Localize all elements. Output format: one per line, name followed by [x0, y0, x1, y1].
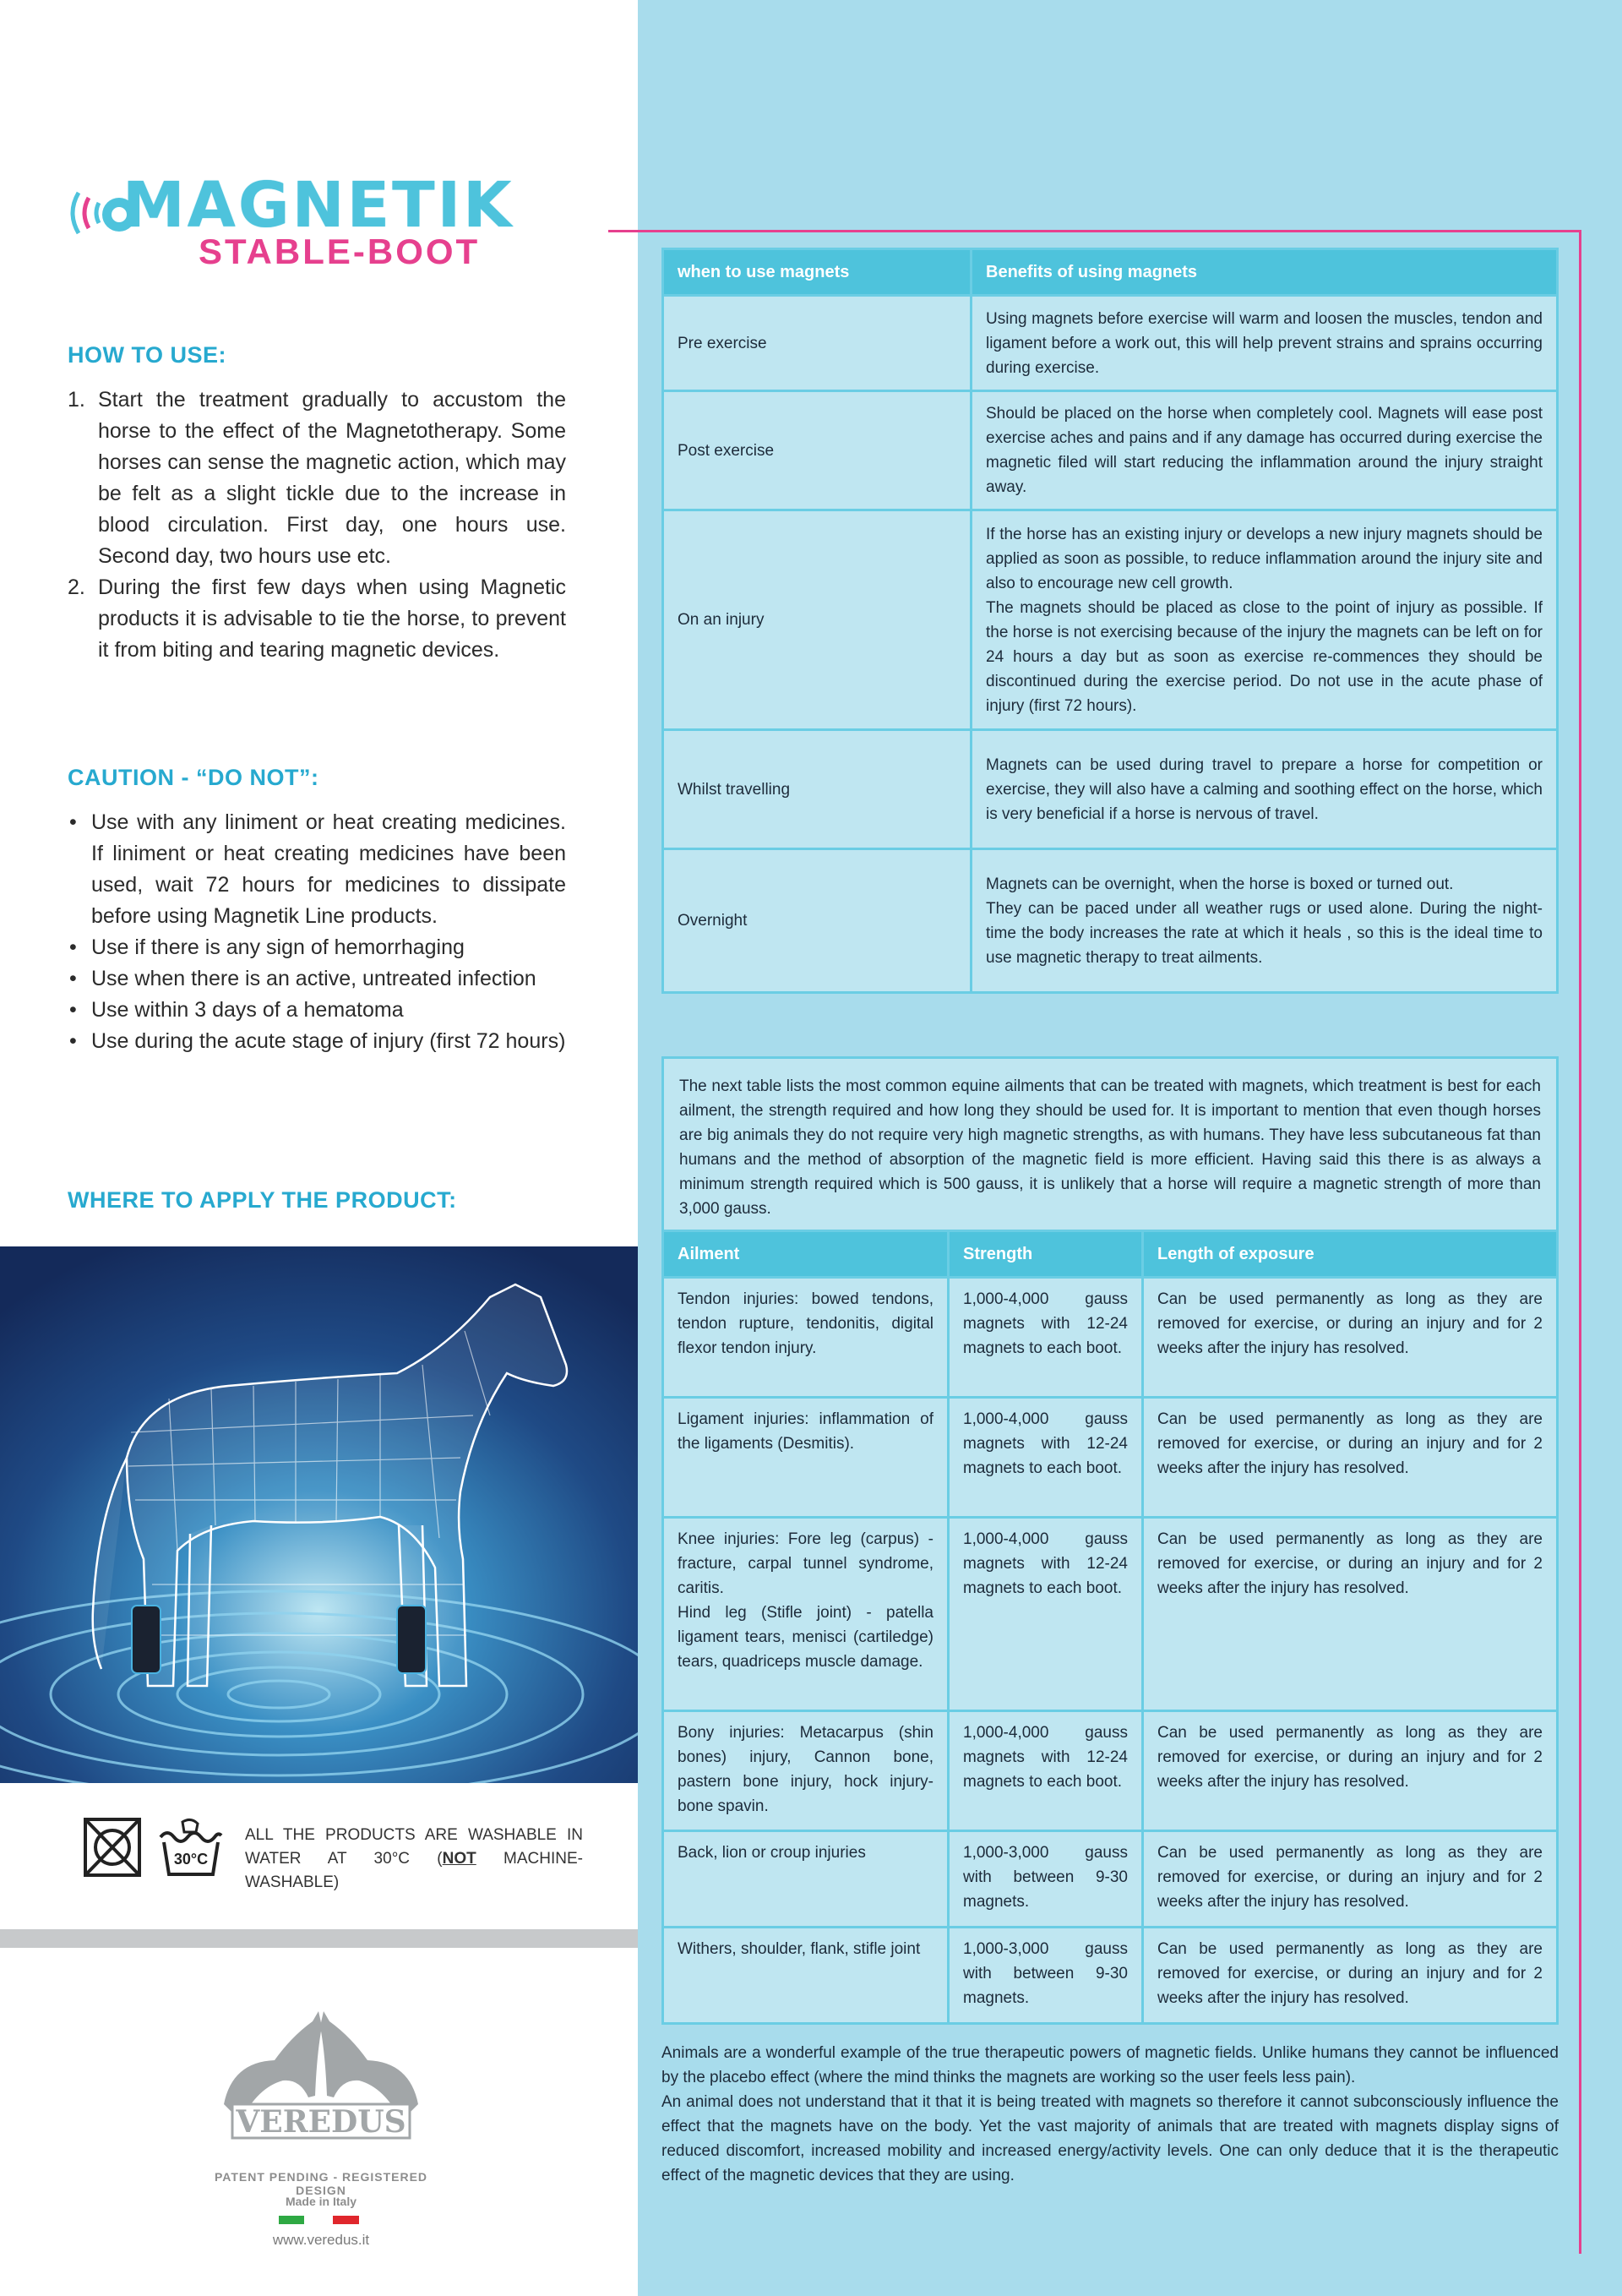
- column-header: Ailment: [663, 1231, 949, 1278]
- cell-paragraph: Magnets can be overnight, when the horse is boxed or turned out.: [986, 875, 1454, 893]
- table-header-row: [663, 249, 1558, 296]
- list-number: 2.: [68, 575, 85, 599]
- table-cell: Can be used permanently as long as they are removed for exercise, or during an injury and for 2 weeks after the injury has resolved.: [1143, 1928, 1558, 2024]
- table-cell: Can be used permanently as long as they are removed for exercise, or during an injury and for 2 weeks after the injury has resolved.: [1143, 1278, 1558, 1398]
- column-header: Benefits of using magnets: [972, 249, 1558, 296]
- list-number: 1.: [68, 388, 85, 412]
- table-cell: Ligament injuries: inflammation of the ligaments (Desmitis).: [663, 1398, 949, 1518]
- table-cell: 1,000-3,000 gauss with between 9-30 magnets.: [949, 1831, 1143, 1928]
- pink-rule-horizontal: [608, 230, 1581, 232]
- table-cell: Withers, shoulder, flank, stifle joint: [663, 1928, 949, 2024]
- patent-note: PATENT PENDING - REGISTERED DESIGN: [214, 2170, 428, 2197]
- hand-wash-30c-icon: [157, 1817, 225, 1878]
- cell-paragraph: Hind leg (Stifle joint) - patella ligament tears, menisci (cartiledge) tears, quadriceps muscle damage.: [678, 1604, 933, 1671]
- table-cell: Bony injuries: Metacarpus (shin bones) injury, Cannon bone, pastern bone injury, hock injury-bone spavin.: [663, 1711, 949, 1831]
- table-row: [663, 391, 1558, 510]
- list-item: [68, 384, 566, 572]
- table-header-row: [663, 1231, 1558, 1278]
- column-header: Length of exposure: [1143, 1231, 1558, 1278]
- wireframe-horse-illustration: [0, 1246, 638, 1783]
- ailments-table: [661, 1230, 1559, 2025]
- caution-heading: CAUTION - “DO NOT”:: [68, 765, 319, 790]
- table-cell: On an injury: [663, 510, 972, 730]
- table-cell: Post exercise: [663, 391, 972, 510]
- list-item: • Use within 3 days of a hematoma: [68, 995, 566, 1026]
- list-item: • Use during the acute stage of injury (first 72 hours): [68, 1026, 566, 1057]
- table-cell: Can be used permanently as long as they are removed for exercise, or during an injury and for 2 weeks after the injury has resolved.: [1143, 1711, 1558, 1831]
- table-cell: Overnight: [663, 849, 972, 993]
- table-row: [663, 1928, 1558, 2024]
- list-item: [68, 572, 566, 666]
- table-cell: Whilst travelling: [663, 730, 972, 849]
- cell-paragraph: Knee injuries: Fore leg (carpus) - fracture, carpal tunnel syndrome, caritis.: [678, 1530, 933, 1597]
- list-item: • Use if there is any sign of hemorrhaging: [68, 932, 566, 963]
- table-cell: Tendon injuries: bowed tendons, tendon rupture, tendonitis, digital flexor tendon injury.: [663, 1278, 949, 1398]
- gray-divider: [0, 1929, 638, 1948]
- table-row: [663, 1278, 1558, 1398]
- closing-text: [661, 2041, 1559, 2188]
- how-to-use-list: [68, 384, 566, 666]
- column-header: when to use magnets: [663, 249, 972, 296]
- table-cell: [663, 1518, 949, 1711]
- cell-paragraph: They can be paced under all weather rugs or used alone. During the night-time the body increases the rate at which it heals , so this is the ideal time to use magnetic therapy to treat ailments.: [986, 899, 1543, 967]
- table-row: [663, 1711, 1558, 1831]
- italian-flag-icon: [279, 2216, 359, 2224]
- list-item-text: During the first few days when using Magnetic products it is advisable to tie the horse, to prevent it from biting and tearing magnetic devices.: [98, 575, 566, 662]
- table-cell: 1,000-4,000 gauss magnets with 12-24 magnets to each boot.: [949, 1278, 1143, 1398]
- table-cell: 1,000-4,000 gauss magnets with 12-24 magnets to each boot.: [949, 1711, 1143, 1831]
- ailments-intro-text: The next table lists the most common equine ailments that can be treated with magnets, which treatment is best for each ailment, the strength required and how long they should be used for. It is important to mention that even though horses are big animals they do not require very high magnetic strengths, as with humans. They have less subcutaneous fat than humans and the method of absorption of the magnetic field is more efficient. Having said this there is as always a minimum strength required which is 500 gauss, it is unlikely that a horse will require a magnetic strength of more than 3,000 gauss.: [661, 1056, 1559, 1239]
- veredus-wordmark: VEREDUS: [236, 2104, 406, 2140]
- washing-text-before: ALL THE PRODUCTS ARE WASHABLE IN WATER AT 30°C (: [245, 1826, 583, 1868]
- table-row: [663, 1398, 1558, 1518]
- caution-list: [68, 807, 566, 1057]
- table-cell: 1,000-4,000 gauss magnets with 12-24 magnets to each boot.: [949, 1518, 1143, 1711]
- table-cell: Should be placed on the horse when completely cool. Magnets will ease post exercise aches and pains and if any damage has occurred during exercise the magnetic filed will start reducing the inflammation around the injury straight away.: [972, 391, 1558, 510]
- table-cell: 1,000-3,000 gauss with between 9-30 magnets.: [949, 1928, 1143, 2024]
- veredus-logo: [207, 2003, 435, 2163]
- table-cell: 1,000-4,000 gauss magnets with 12-24 magnets to each boot.: [949, 1398, 1143, 1518]
- table-row: [663, 1518, 1558, 1711]
- washing-text-after: MACHINE-WASHABLE): [245, 1850, 583, 1891]
- magnetik-logo: [63, 169, 570, 271]
- wash-temp-label: 30°C: [173, 1851, 209, 1868]
- table-cell: Can be used permanently as long as they are removed for exercise, or during an injury and for 2 weeks after the injury has resolved.: [1143, 1398, 1558, 1518]
- table-cell: Pre exercise: [663, 296, 972, 391]
- closing-paragraph: Animals are a wonderful example of the true therapeutic powers of magnetic fields. Unlike humans they cannot be influenced by the placebo effect (where the mind thinks the magnets are working so the user feels less pain).: [661, 2044, 1559, 2086]
- table-cell: Back, lion or croup injuries: [663, 1831, 949, 1928]
- logo-title: MAGNETIK: [122, 169, 514, 242]
- list-item-text: Start the treatment gradually to accustom the horse to the effect of the Magnetotherapy. Some horses can sense the magnetic action, which may be felt as a slight tickle due to the increase in blood circulation. First day, one hours use. Second day, two hours use etc.: [98, 388, 566, 568]
- closing-paragraph: An animal does not understand that it that it is being treated with magnets so therefore it cannot subconsciously influence the effect that the magnets have on the body. Yet the vast majority of animals that are treated with magnets display signs of reduced discomfort, increased mobility and increased energy/activity levels. One can only deduce that it is the therapeutic effect of the magnetic devices that they are using.: [661, 2093, 1559, 2184]
- table-cell: Magnets can be used during travel to prepare a horse for competition or exercise, they will also have a calming and soothing effect on the horse, which is very beneficial if a horse is nervous of travel.: [972, 730, 1558, 849]
- table-cell: Can be used permanently as long as they are removed for exercise, or during an injury and for 2 weeks after the injury has resolved.: [1143, 1518, 1558, 1711]
- table-cell: [972, 849, 1558, 993]
- table-cell: Using magnets before exercise will warm and loosen the muscles, tendon and ligament before a work out, this will help prevent strains and sprains occurring during exercise.: [972, 296, 1558, 391]
- how-to-use-heading: HOW TO USE:: [68, 342, 227, 368]
- list-item: • Use with any liniment or heat creating medicines. If liniment or heat creating medicines have been used, wait 72 hours for medicines to dissipate before using Magnetik Line products.: [68, 807, 566, 932]
- table-row: [663, 296, 1558, 391]
- column-header: Strength: [949, 1231, 1143, 1278]
- list-item: • Use when there is an active, untreated infection: [68, 963, 566, 995]
- washing-text-not: NOT: [442, 1850, 476, 1868]
- website-link[interactable]: www.veredus.it: [272, 2232, 370, 2248]
- table-cell: [972, 510, 1558, 730]
- table-cell: Can be used permanently as long as they are removed for exercise, or during an injury and for 2 weeks after the injury has resolved.: [1143, 1831, 1558, 1928]
- where-to-apply-heading: WHERE TO APPLY THE PRODUCT:: [68, 1187, 457, 1213]
- table-row: [663, 1831, 1558, 1928]
- usage-table: [661, 248, 1559, 994]
- table-row: [663, 730, 1558, 849]
- cell-paragraph: If the horse has an existing injury or develops a new injury magnets should be applied as soon as possible, to reduce inflammation around the injury site and also to encourage new cell growth.: [986, 525, 1543, 592]
- cell-paragraph: The magnets should be placed as close to the point of injury as possible. If the horse is not exercising because of the injury the magnets can be left on for 24 hours a day but as soon as exercise re-commences they should be discontinued during the exercise period. Do not use in the acute phase of injury (first 72 hours).: [986, 598, 1543, 715]
- pink-rule-vertical: [1579, 230, 1581, 2254]
- logo-subtitle: STABLE-BOOT: [199, 232, 481, 271]
- table-row: [663, 510, 1558, 730]
- made-in-italy: Made in Italy: [285, 2195, 357, 2208]
- table-row: [663, 849, 1558, 993]
- washing-instructions: [245, 1824, 583, 1895]
- do-not-tumble-dry-icon: [83, 1817, 142, 1878]
